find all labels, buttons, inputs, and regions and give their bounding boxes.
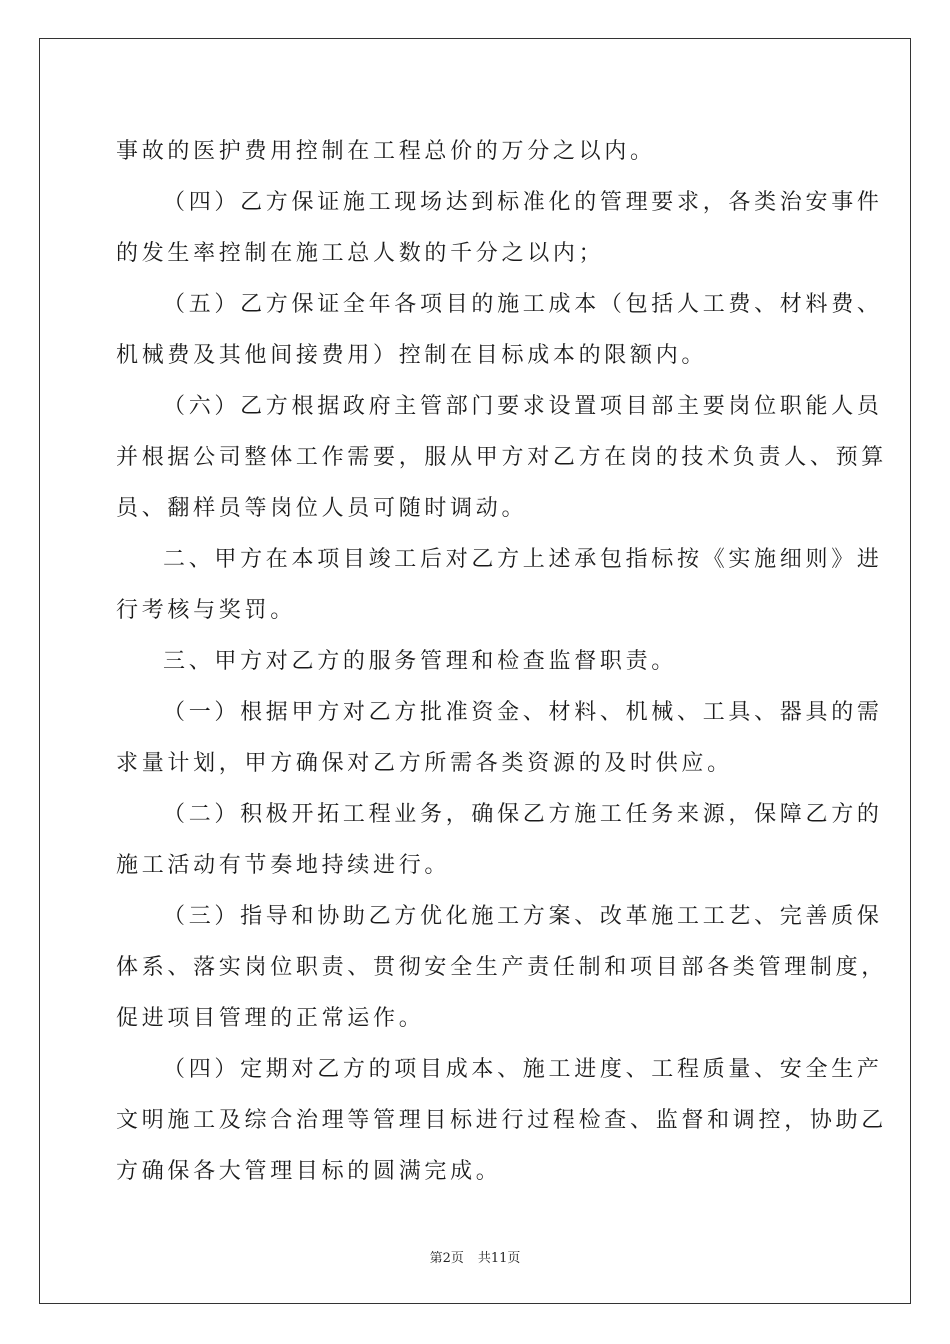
- text-line: 事故的医护费用控制在工程总价的万分之以内。: [116, 139, 656, 164]
- text-line: 并根据公司整体工作需要，服从甲方对乙方在岗的技术负责人、预算: [116, 445, 888, 470]
- text-line: （四）乙方保证施工现场达到标准化的管理要求，各类治安事件: [163, 190, 883, 215]
- page-total: 共11页: [477, 1251, 521, 1266]
- text-line: 三、甲方对乙方的服务管理和检查监督职责。: [163, 649, 678, 674]
- text-line: （三）指导和协助乙方优化施工方案、改革施工工艺、完善质保: [163, 904, 883, 929]
- text-line: （四）定期对乙方的项目成本、施工进度、工程质量、安全生产: [163, 1057, 883, 1082]
- text-line: （五）乙方保证全年各项目的施工成本（包括人工费、材料费、: [163, 292, 883, 317]
- text-line: 施工活动有节奏地持续进行。: [116, 853, 451, 878]
- text-line: 体系、落实岗位职责、贯彻安全生产责任制和项目部各类管理制度，: [116, 955, 888, 980]
- page-footer: [0, 1247, 950, 1266]
- text-line: （一）根据甲方对乙方批准资金、材料、机械、工具、器具的需: [163, 700, 883, 725]
- text-line: （六）乙方根据政府主管部门要求设置项目部主要岗位职能人员: [163, 394, 883, 419]
- text-line: 机械费及其他间接费用）控制在目标成本的限额内。: [116, 343, 708, 368]
- text-line: 二、甲方在本项目竣工后对乙方上述承包指标按《实施细则》进: [163, 547, 883, 572]
- document-body: [116, 126, 888, 1197]
- text-line: 行考核与奖罚。: [116, 598, 296, 623]
- text-line: 的发生率控制在施工总人数的千分之以内；: [116, 241, 605, 266]
- text-line: 员、翻样员等岗位人员可随时调动。: [116, 496, 528, 521]
- text-line: （二）积极开拓工程业务，确保乙方施工任务来源，保障乙方的: [163, 802, 883, 827]
- text-line: 方确保各大管理目标的圆满完成。: [116, 1159, 502, 1184]
- text-line: 求量计划，甲方确保对乙方所需各类资源的及时供应。: [116, 751, 733, 776]
- page-number: 第2页: [429, 1251, 464, 1266]
- text-line: 促进项目管理的正常运作。: [116, 1006, 425, 1031]
- text-line: 文明施工及综合治理等管理目标进行过程检查、监督和调控，协助乙: [116, 1108, 888, 1133]
